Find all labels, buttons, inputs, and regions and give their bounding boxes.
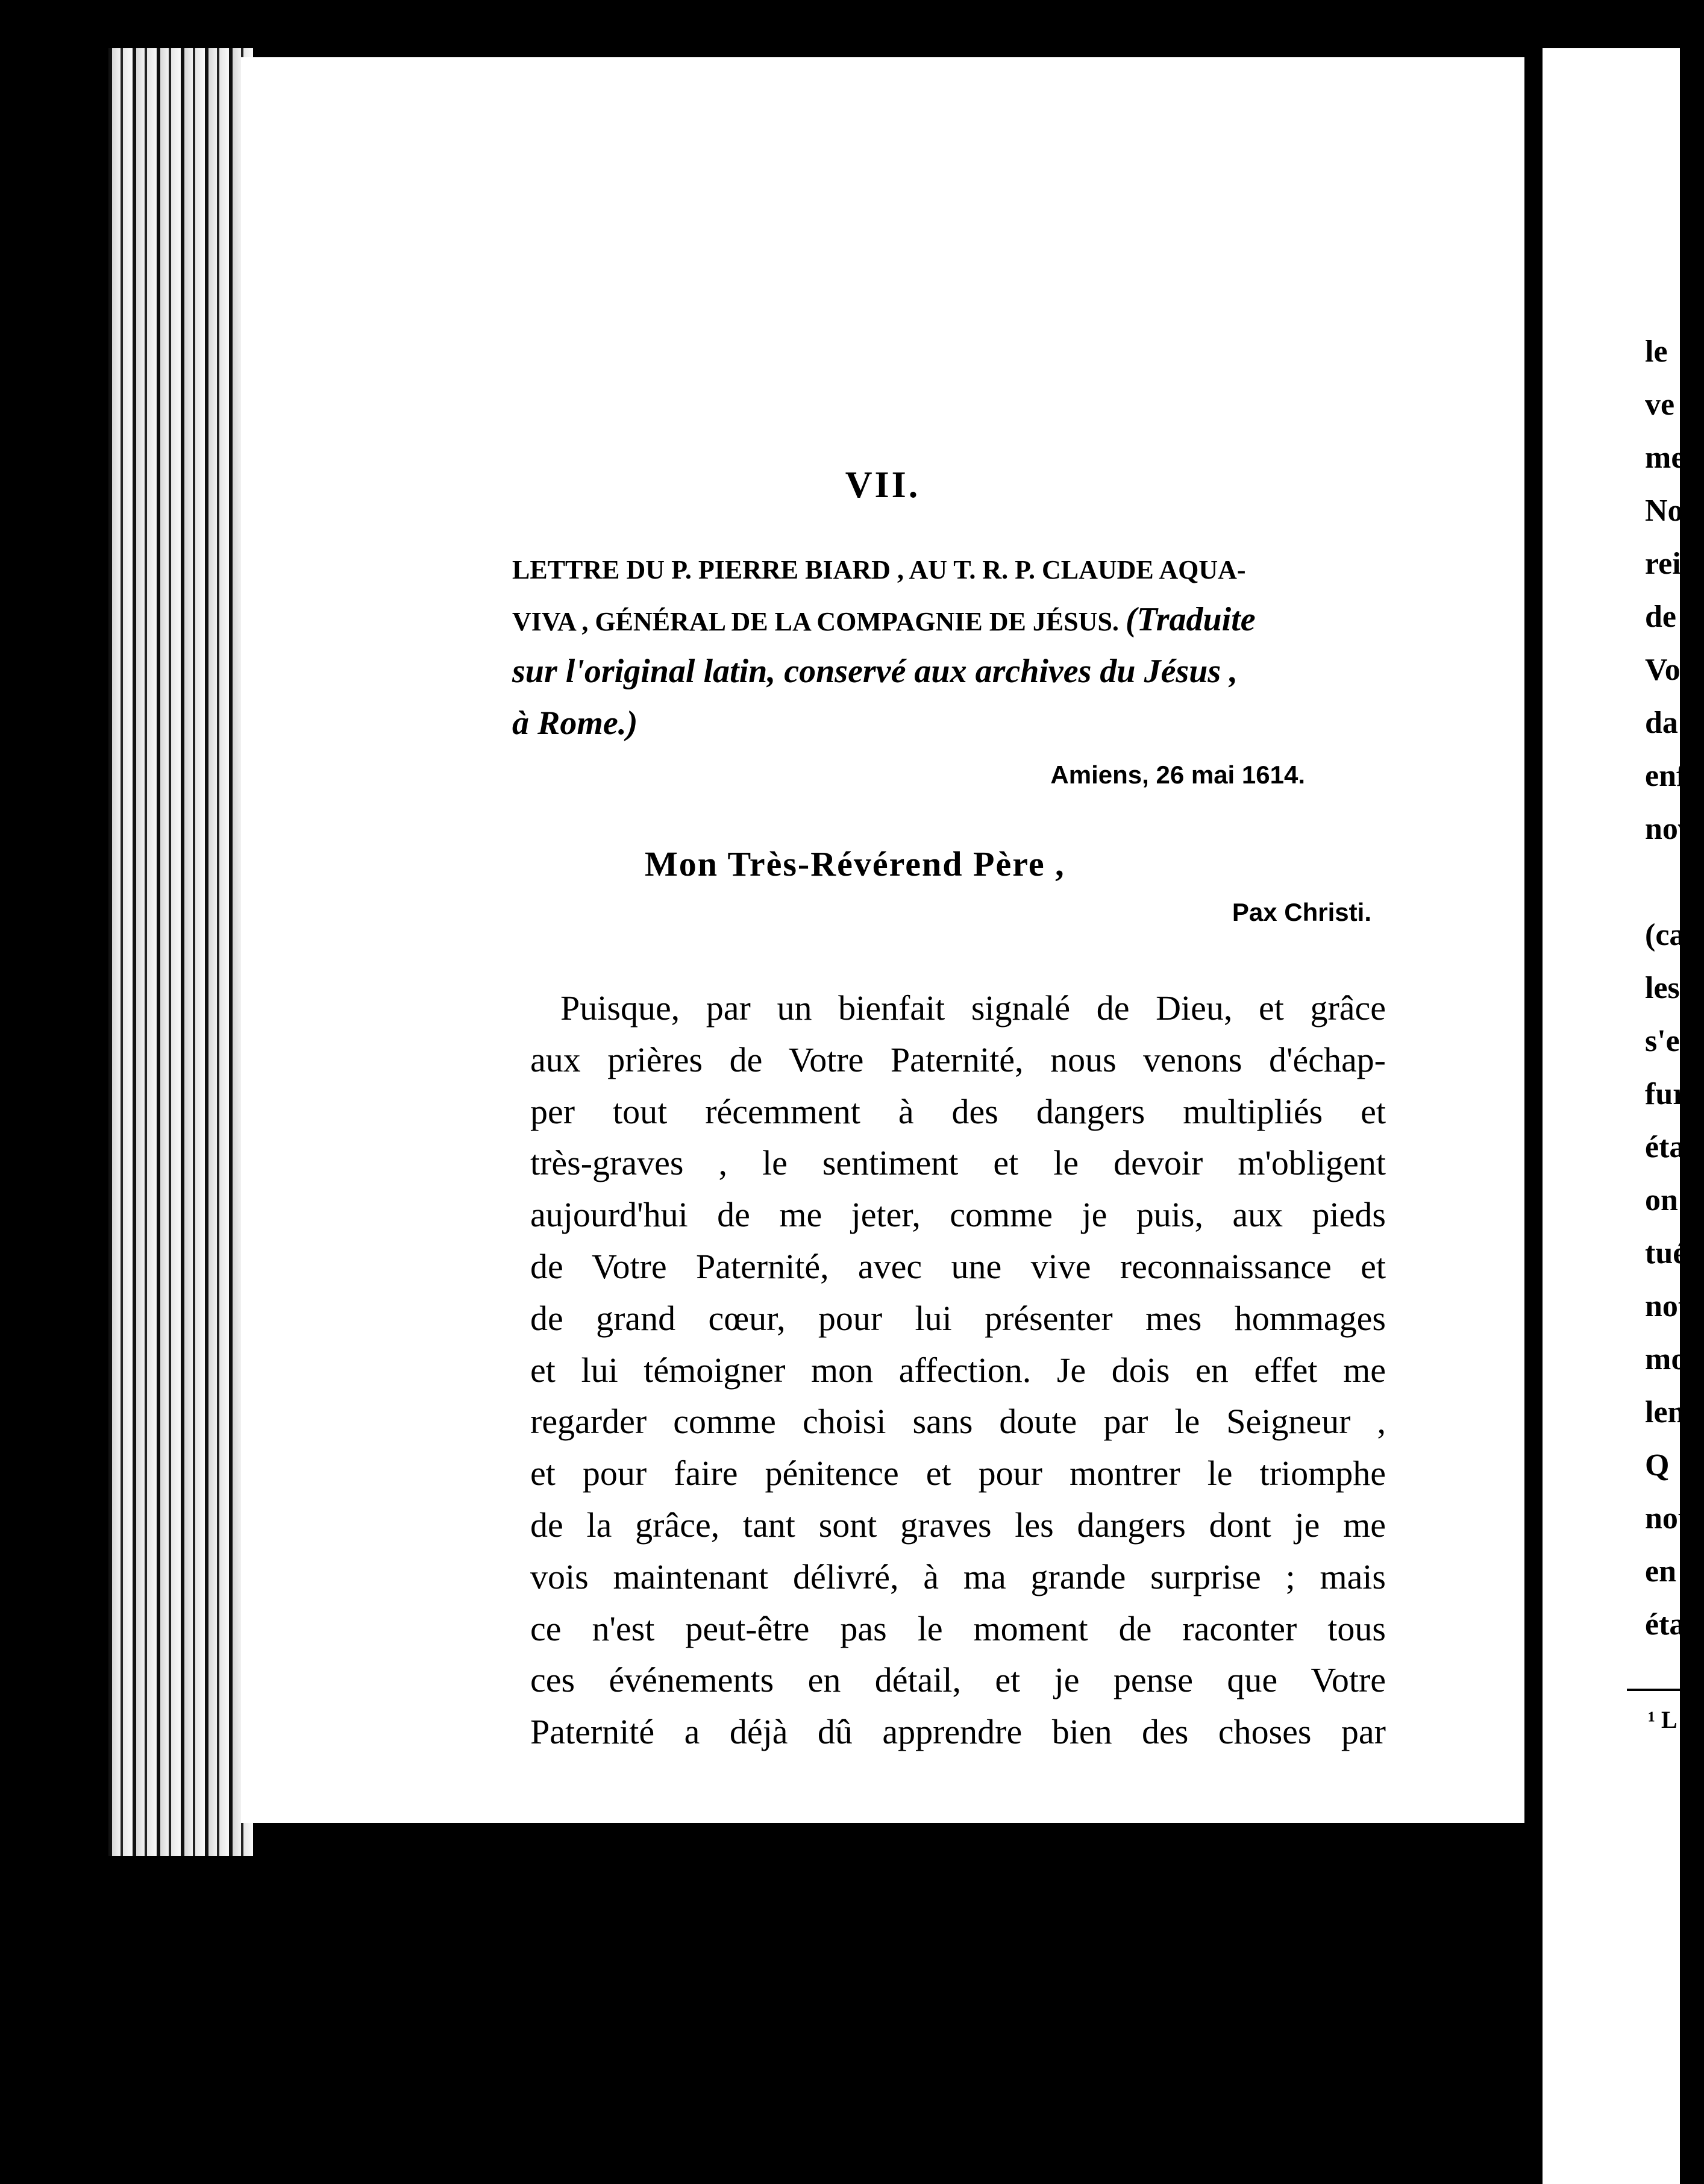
body-line: de la grâce, tant sont graves les dangers dont je me [530,1505,1386,1545]
fragment [1645,856,1681,909]
body-line: regarder comme choisi sans doute par le Seigneur , [530,1402,1386,1442]
fragment: fur [1645,1077,1687,1111]
heading-italic-line-1: sur l'original latin, conservé aux archives du Jésus , [512,653,1238,690]
heading-line-2: VIVA , GÉNÉRAL DE LA COMPAGNIE DE JÉSUS. [512,607,1119,636]
pax-christi: Pax Christi. [1232,898,1371,926]
body-line: ces événements en détail, et je pense que Votre [530,1660,1386,1700]
letter-date: Amiens, 26 mai 1614. [1050,761,1305,789]
fragment: tués [1645,1236,1699,1270]
fragment: s'en [1645,1024,1697,1058]
body-line: de Votre Paternité, avec une vive reconnaissance et [530,1246,1386,1286]
fragment: nou [1645,1501,1696,1536]
salutation: Mon Très-Révérend Père , [645,844,1065,883]
body-line: Paternité a déjà dû apprendre bien des choses par [530,1712,1386,1752]
fragment: Q [1645,1448,1670,1483]
fragment: me [1645,441,1685,475]
body-line: aux prières de Votre Paternité, nous venons d'échap- [530,1040,1386,1079]
heading-line-1: LETTRE DU P. PIERRE BIARD , AU T. R. P. CLAUDE AQUA- [512,555,1246,585]
body-line: et pour faire pénitence et pour montrer le triomphe [530,1454,1386,1493]
body-line: et lui témoigner mon affection. Je dois en effet me [530,1350,1386,1390]
footnote-fragment: ¹ L [1648,1706,1677,1733]
fragment: da [1645,706,1678,740]
fragment: mor [1645,1342,1701,1376]
fragment: de [1645,600,1676,634]
body-line: Puisque, par un bienfait signalé de Dieu, et grâce [560,988,1386,1028]
chapter-number: VII. [845,465,921,506]
fragment: on [1645,1183,1678,1217]
body-line: vois maintenant délivré, à ma grande surprise ; mais [530,1557,1386,1596]
body-line: de grand cœur, pour lui présenter mes hommages [530,1298,1386,1338]
body-line: ce n'est peut-être pas le moment de raconter tous [530,1608,1386,1648]
book-gutter [1524,48,1543,2184]
fragment: enf [1645,759,1687,793]
body-line: aujourd'hui de me jeter, comme je puis, aux pieds [530,1195,1386,1235]
fragment: nov [1645,812,1694,846]
right-page-text-fragments [1645,325,1704,1651]
footnote-rule [1627,1689,1680,1691]
body-line: per tout récemment à des dangers multipliés et [530,1091,1386,1131]
heading-italic-first: (Traduite [1125,601,1256,638]
fragment: les [1645,971,1680,1005]
fragment: le [1645,334,1668,369]
fragment: rei [1645,547,1681,581]
fragment: lend [1645,1395,1703,1429]
fragment: Vo [1645,653,1681,687]
page-edges [108,48,253,1856]
heading-italic-line-2: à Rome.) [512,704,638,742]
fragment: en r [1645,1554,1699,1589]
fragment: était [1645,1607,1704,1642]
fragment: not [1645,1289,1689,1323]
fragment: ve [1645,388,1675,422]
fragment: No [1645,494,1684,528]
letter-heading [512,545,1368,750]
fragment: étai [1645,1130,1694,1164]
body-line: très-graves , le sentiment et le devoir m'obligent [530,1143,1386,1183]
letter-body [530,982,1386,1758]
fragment: (ca [1645,918,1685,952]
